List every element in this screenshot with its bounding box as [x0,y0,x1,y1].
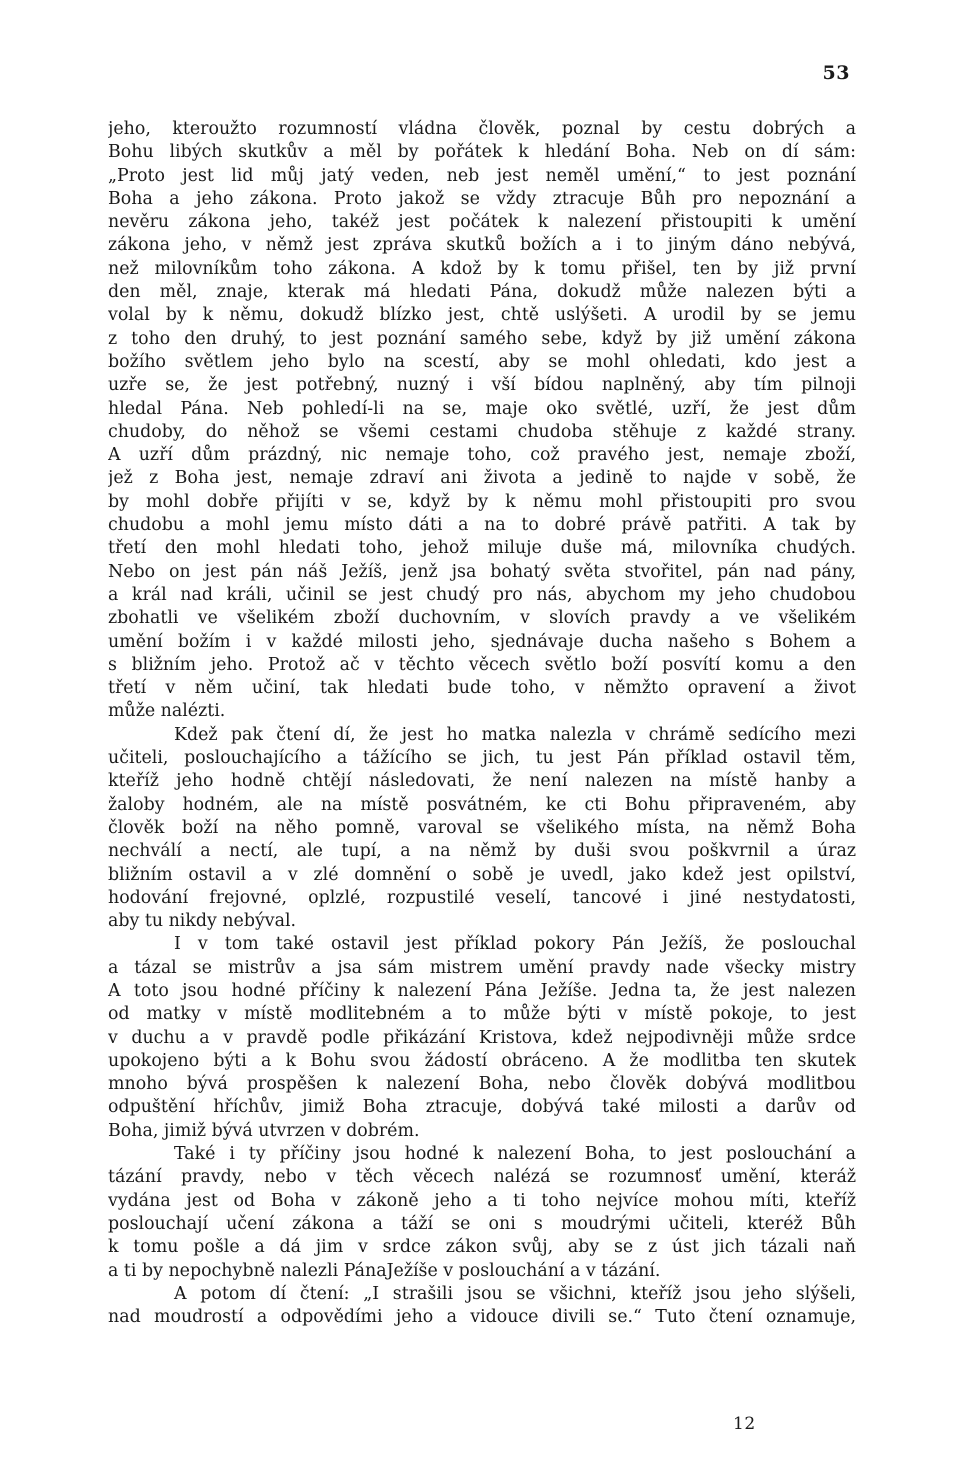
text-line: z toho den druhý, to jest poznání samého sebe, když by již umění zákona [108,328,856,349]
text-line: může nalézti. [108,701,226,722]
text-line: Kdež pak čtení dí, že jest ho matka nalezla v chrámě sedícího mezi [174,724,856,745]
text-line: třetí den mohl hledati toho, jehož miluje duše má, milovníka chudých. [108,538,856,559]
text-line: s bližním jeho. Protož ač v těchto věcech světlo boží posvítí komu a den [108,654,856,675]
text-line: k tomu pošle a dá jim v srdce zákon svůj, aby se z úst jich tázali naň [108,1237,856,1258]
text-line: I v tom také ostavil jest příklad pokory Pán Ježíš, že poslouchal [174,934,856,955]
paragraph [108,933,856,1143]
text-line: nechválí a nectí, ale tupí, a na němž by duši svou poškvrnil a úraz [108,841,856,862]
text-line: Boha, jimiž bývá utvrzen v dobrém. [108,1120,420,1141]
text-line: A uzří dům prázdný, nic nemaje toho, což pravého jest, nemaje zboží, [108,445,856,466]
paragraph [108,724,856,934]
text-line: bližním ostavil a v zlé domnění o sobě je uvedl, jako kdež jest opilství, [108,864,856,885]
text-line: zákona jeho, v němž jest zpráva skutků božích a i to jiným dáno nebývá, [108,235,856,256]
text-line: třetí v něm učiní, tak hledati bude toho, v němžto opravení a život [108,678,856,699]
text-line: uzře se, že jest potřebný, nuzný i vší bídou naplněný, aby tím pilnoji [108,375,856,396]
text-line: tázání pravdy, nebo v těch věcech nalézá se rozumnosť umění, kteráž [108,1167,856,1188]
text-line: vydána jest od Boha v zákoně jeho a ti toho nejvíce mohou míti, kteříž [108,1190,856,1211]
text-line: chudoby, do něhož se všemi cestami chudoba stěhuje z každé strany. [108,421,856,442]
text-line: Bohu libých skutkův a měl by pořátek k hledání Boha. Neb on dí sám: [108,142,856,163]
text-line: Také i ty příčiny jsou hodné k nalezení Boha, to jest poslouchání a [174,1144,856,1165]
paragraph [108,1283,856,1330]
text-line: jeho, kteroužto rozumností vládna člověk, poznal by cestu dobrých a [108,119,856,139]
text-line: kteříž jeho hodně chtějí následovati, že není nalezen na místě hanby a [108,771,856,792]
text-line: nad moudrostí a odpovědími jeho a vidouce divili se.“ Tuto čtení oznamuje, [108,1307,856,1328]
text-line: žaloby hodném, ale na místě posvátném, ke cti Bohu připraveném, aby [108,794,856,815]
paragraph [108,118,856,724]
text-line: a král nad králi, učinil se jest chudý pro nás, abychom my jeho chudobou [108,584,856,605]
text-line: hodování frejovné, oplzlé, rozpustilé veselí, tancové i jiné nestydatosti, [108,887,856,908]
text-line: den měl, znaje, kterak má hledati Pána, dokudž může nalezen býti a [108,282,856,303]
text-line: by mohl dobře přijíti v se, když by k němu mohl přistoupiti pro svou [108,491,856,512]
text-line: člověk boží na něho pomně, varoval se všelikého místa, na němž Boha [108,817,856,838]
text-line: volal by k němu, dokudž blízko jest, chtě uslýšeti. A urodil by se jemu [108,305,856,326]
text-line: a ti by nepochybně nalezli PánaJežíše v poslouchání a v tázání. [108,1260,661,1281]
text-line: božího světlem jeho bylo na scestí, aby se mohl ohledati, kdo jest a [108,351,856,372]
text-line: upokojeno býti a k Bohu svou žádostí obráceno. A že modlitba ten skutek [108,1050,856,1071]
body-text [108,118,856,1329]
text-line: chudobu a mohl jemu místo dáti a na to dobré právě patřiti. A tak by [108,515,856,536]
text-line: mnoho bývá prospěšen k nalezení Boha, nebo člověk dobývá modlitbou [108,1074,856,1095]
text-line: Nebo on jest pán náš Ježíš, jenž jsa bohatý světa stvořitel, pán nad pány, [108,561,856,582]
text-line: umění božím i v každé milosti jeho, sjednávaje ducha našeho s Bohem a [108,631,856,652]
text-line: zbohatli ve všelikém zboží duchovním, v slovích pravdy a ve všelikém [108,608,856,629]
signature-mark: 12 [733,1414,756,1434]
text-line: A potom dí čtení: „I strašili jsou se všichni, kteříž jsou jeho slýšeli, [174,1283,856,1304]
text-line: Boha a jeho zákona. Proto jakož se vždy ztracuje Bůh pro nepoznání a [108,188,856,209]
text-line: odpuštění hříchův, jimiž Boha ztracuje, dobývá také milosti a darův od [108,1097,856,1118]
text-line: učiteli, poslouchajícího a tážícího se jich, tu jest Pán příklad ostavil těm, [108,748,856,769]
text-line: aby tu nikdy nebýval. [108,911,297,932]
text-line: v duchu a v pravdě podle přikázání Kristova, kdež nejpodivněji může srdce [108,1027,856,1048]
text-line: hledal Pána. Neb pohledí-li na se, maje oko světlé, uzří, že jest dům [108,398,856,419]
text-line: jež z Boha jest, nemaje zdraví ani života a jedině to najde v sobě, že [108,468,856,489]
text-line: „Proto jest lid můj jatý veden, neb jest neměl umění,“ to jest poznání [108,165,856,186]
text-line: od matky v místě modlitebném a to může býti v místě pokoje, to jest [108,1004,856,1025]
text-line: než milovníkům toho zákona. A kdož by k tomu přišel, ten by již první [108,258,856,279]
text-line: a tázal se mistrův a jsa sám mistrem umění pravdy nade všecky mistry [108,957,856,978]
text-line: A toto jsou hodné příčiny k nalezení Pána Ježíše. Jedna ta, že jest nalezen [108,980,856,1001]
text-line: poslouchají učení zákona a táží se oni s moudrými učiteli, kteréž Bůh [108,1213,856,1234]
page-number: 53 [822,62,850,84]
text-line: nevěru zákona jeho, takéž jest počátek k nalezení přistoupiti k umění [108,212,856,233]
paragraph [108,1143,856,1283]
